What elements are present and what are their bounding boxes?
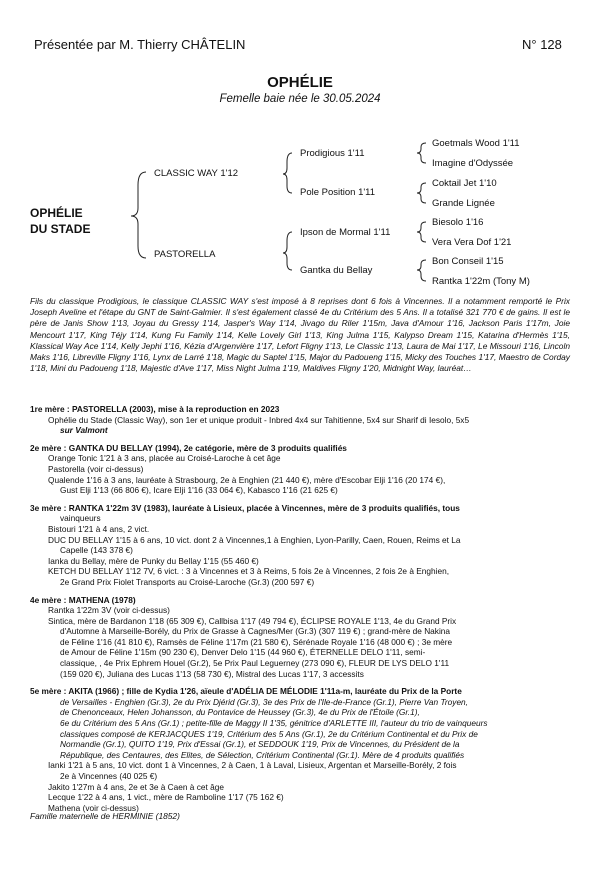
fifth-dam-title: 5e mère : AKITA (1966) ; fille de Kydia 1'26, aïeule d'ADÉLIA DE MÉLODIE 1'11a-m, lauréate du Prix de la Porte xyxy=(30,686,462,697)
third-dam-line: 2e Grand Prix Fiolet Transports au Croisé-Laroche (Gr.3) (200 597 €) xyxy=(60,576,315,587)
third-dam-line: Ianka du Bellay, mère de Punky du Bellay 1'15 (55 460 €) xyxy=(48,555,259,566)
fifth-dam-title-cont: de Versailles - Enghien (Gr.3), 2e du Prix Djérid (Gr.3), 3e des Prix de l'Ile-de-France (Gr.1), Pierre Van Troyen, xyxy=(60,696,468,707)
fifth-dam-title-cont: République, des Centaures, des Elites, de Sélection, Critérium Continental (Gr.1). Mère de 4 produits qualifiés xyxy=(60,749,465,760)
third-dam-section xyxy=(30,503,570,588)
first-dam-line: Ophélie du Stade (Classic Way), son 1er et unique produit - Inbred 4x4 sur Tahitienne, 5x4 sur Sharif di Iesolo, 5x5 xyxy=(48,414,470,425)
second-dam-title: 2e mère : GANTKA DU BELLAY (1994), 2e catégorie, mère de 3 produits qualifiés xyxy=(30,442,347,453)
horse-name-line2: DU STADE xyxy=(30,222,91,236)
fifth-dam-section xyxy=(30,686,570,813)
fifth-dam-title-cont: de Chenonceaux, Helen Johansson, du Pontavice de Heussey (Gr.3), 4e du Prix de l'Étoile (Gr.1), xyxy=(60,707,420,718)
fifth-dam-title-cont: 6e du Critérium des 5 Ans (Gr.1) ; petite-fille de Maggy II 1'35, génitrice d'ARLETTE III, l'auteur du trio de vainqueurs xyxy=(60,718,488,729)
dd-sire: Bon Conseil 1'15 xyxy=(432,256,504,267)
fifth-dam-title-cont: classiques composé de KERJACQUES 1'19, Critérium des 5 Ans (Gr.1), 2e du Critérium Continental et du Prix de xyxy=(60,728,478,739)
fifth-dam-line: Mathena (voir ci-dessus) xyxy=(48,802,139,813)
dd-dam: Rantka 1'22m (Tony M) xyxy=(432,276,530,287)
maternal-family: Famille maternelle de HERMINIE (1852) xyxy=(30,811,180,821)
maternal-line xyxy=(30,404,570,820)
fourth-dam-line: (159 020 €), Juliana des Lucas 1'13 (58 730 €), Mistral des Lucas 1'17, 3 accessits xyxy=(60,668,364,679)
third-dam-title: 3e mère : RANTKA 1'22m 3V (1983), lauréate à Lisieux, placée à Vincennes, mère de 3 produits qualifiés, tous xyxy=(30,502,460,513)
fifth-dam-line: Ianki 1'21 à 5 ans, 10 vict. dont 1 à Vincennes, 2 à Caen, 1 à Laval, Lisieux, Argentan et Marseille-Borély, 2 fois xyxy=(48,760,457,771)
third-dam-line: KETCH DU BELLAY 1'12 7V, 6 vict. : 3 à Vincennes et 3 à Reims, 5 fois 2e à Vincennes, 2 fois 2e à Enghien, xyxy=(48,566,449,577)
fifth-dam-line: 2e à Vincennes (40 025 €) xyxy=(60,771,158,781)
sd-dam: Grande Lignée xyxy=(432,198,495,209)
fifth-dam-line: Jakito 1'27m à 4 ans, 2e et 3e à Caen à cet âge xyxy=(48,781,224,792)
fifth-dam-title-cont: Normandie (Gr.1), QUITO 1'19, Prix d'Essai (Gr.1), et SEDDOUK 1'19, Prix de Vincennes, du Président de la xyxy=(60,739,460,750)
fourth-dam-section xyxy=(30,595,570,680)
dam: PASTORELLA xyxy=(154,249,216,260)
sire: CLASSIC WAY 1'12 xyxy=(154,168,239,179)
third-dam-line: Capelle (143 378 €) xyxy=(60,545,133,556)
fourth-dam-title: 4e mère : MATHENA (1978) xyxy=(30,594,136,605)
second-dam-line: Gust Elji 1'13 (66 806 €), Icare Elji 1'16 (33 064 €), Kabasco 1'16 (21 625 €) xyxy=(60,485,338,496)
presenter-text: Présentée par M. Thierry CHÂTELIN xyxy=(34,37,246,52)
dam-sire: Ipson de Mormal 1'11 xyxy=(300,227,391,238)
fourth-dam-line: classique, , 4e Prix Ephrem Houel (Gr.2), 5e Prix Paul Leguerney (273 090 €), FLEUR DE LYS DELO 1'11 xyxy=(60,658,450,669)
second-dam-line: Pastorella (voir ci-dessus) xyxy=(48,463,144,474)
second-dam-section xyxy=(30,443,570,496)
ds-sire: Biesolo 1'16 xyxy=(432,217,484,228)
ss-sire: Goetmals Wood 1'11 xyxy=(432,138,520,149)
sire-sire: Prodigious 1'11 xyxy=(300,148,365,159)
first-dam-line: sur Valmont xyxy=(60,425,108,436)
third-dam-line: DUC DU BELLAY 1'15 à 6 ans, 10 vict. dont 2 à Vincennes,1 à Enghien, Lyon-Parilly, Caen, Rouen, Reims et La xyxy=(48,534,461,545)
horse-title: OPHÉLIE xyxy=(267,74,333,91)
lot-number: N° 128 xyxy=(522,37,562,52)
fourth-dam-line: Rantka 1'22m 3V (voir ci-dessus) xyxy=(48,605,170,616)
dam-dam: Gantka du Bellay xyxy=(300,265,373,276)
first-dam-section xyxy=(30,404,570,436)
fourth-dam-line: de Féline 1'16 (41 810 €), Ramsès de Féline 1'17m (21 580 €), Sérénade Royale 1'16 (48 000 €) ; 3e mère xyxy=(60,636,453,647)
sire-description: Fils du classique Prodigious, le classique CLASSIC WAY s'est imposé à 8 reprises dont 6 fois à Vincennes. Il a notamment remporté le Prix Joseph Aveline et l'étape du GNT de Saint-Galmier. Il s'est également classé 4e du Critérium des 5 Ans. Il a totalisé 321 770 € de gains. Il est le père de Janis Show 1'13, Joyau du Gressy 1'14, Jasper's Way 1'14, Jivago du Riler 1'15m, Java d'Amour 1'16, Jackson Paris 1'17m, Joie Mencourt 1'17, King Téjy 1'14, Kung Fu Family 1'14, Kelle Lovely Girl 1'13, King Julma 1'15, Kalypso Dream 1'15, Katarina d'Hermès 1'15, Klassical Way Ace 1'14, Kelly Jephi 1'16, Kézia d'Argenvière 1'17, Lefort Fligny 1'13, Le Classic 1'13, Laura de Mai 1'17, Le Missouri 1'16, Lincoln Maks 1'16, Libreville Fligny 1'16, Lynx de Larré 1'18, Magic du Saptel 1'15, Major du Padoueng 1'15, Micky des Touches 1'17, Maestro de Corday 1'18, Mini du Padoueng 1'18, Majestic d'Ave 1'17, Miss Night Julma 1'19, Maldives Fligny 1'20, Midnight Way, lauréat… xyxy=(30,296,570,374)
second-dam-line: Orange Tonic 1'21 à 3 ans, placée au Croisé-Laroche à cet âge xyxy=(48,453,281,464)
fifth-dam-line: Lecque 1'22 à 4 ans, 1 vict., mère de Ramboline 1'17 (75 162 €) xyxy=(48,792,284,803)
fourth-dam-line: d'Automne à Marseille-Borély, du Prix de Grasse à Cagnes/Mer (Gr.3) (307 119 €) ; grand-mère de Nakina xyxy=(60,626,451,637)
fourth-dam-line: Sintica, mère de Bardanon 1'18 (65 309 €), Callbisa 1'17 (49 794 €), ÉCLIPSE ROYALE 1'13, 4e du Grand Prix xyxy=(48,615,457,626)
fourth-dam-line: de Amour de Féline 1'15m (90 230 €), Denver Delo 1'15 (44 960 €), ÉTERNELLE DELO 1'11, semi- xyxy=(60,647,426,658)
sd-sire: Coktail Jet 1'10 xyxy=(432,178,497,189)
sire-dam: Pole Position 1'11 xyxy=(300,187,376,198)
horse-name-line1: OPHÉLIE xyxy=(30,206,83,220)
third-dam-title-cont: vainqueurs xyxy=(60,513,101,524)
first-dam-title: 1re mère : PASTORELLA (2003), mise à la reproduction en 2023 xyxy=(30,404,280,414)
pedigree-horse-name xyxy=(30,205,90,237)
horse-subtitle: Femelle baie née le 30.05.2024 xyxy=(219,93,381,105)
ss-dam: Imagine d'Odyssée xyxy=(432,158,514,169)
third-dam-line: Bistouri 1'21 à 4 ans, 2 vict. xyxy=(48,523,150,534)
ds-dam: Vera Vera Dof 1'21 xyxy=(432,237,512,248)
second-dam-line: Qualende 1'16 à 3 ans, lauréate à Strasbourg, 2e à Enghien (21 440 €), mère d'Escobar Elji 1'16 (20 174 €), xyxy=(48,474,446,485)
